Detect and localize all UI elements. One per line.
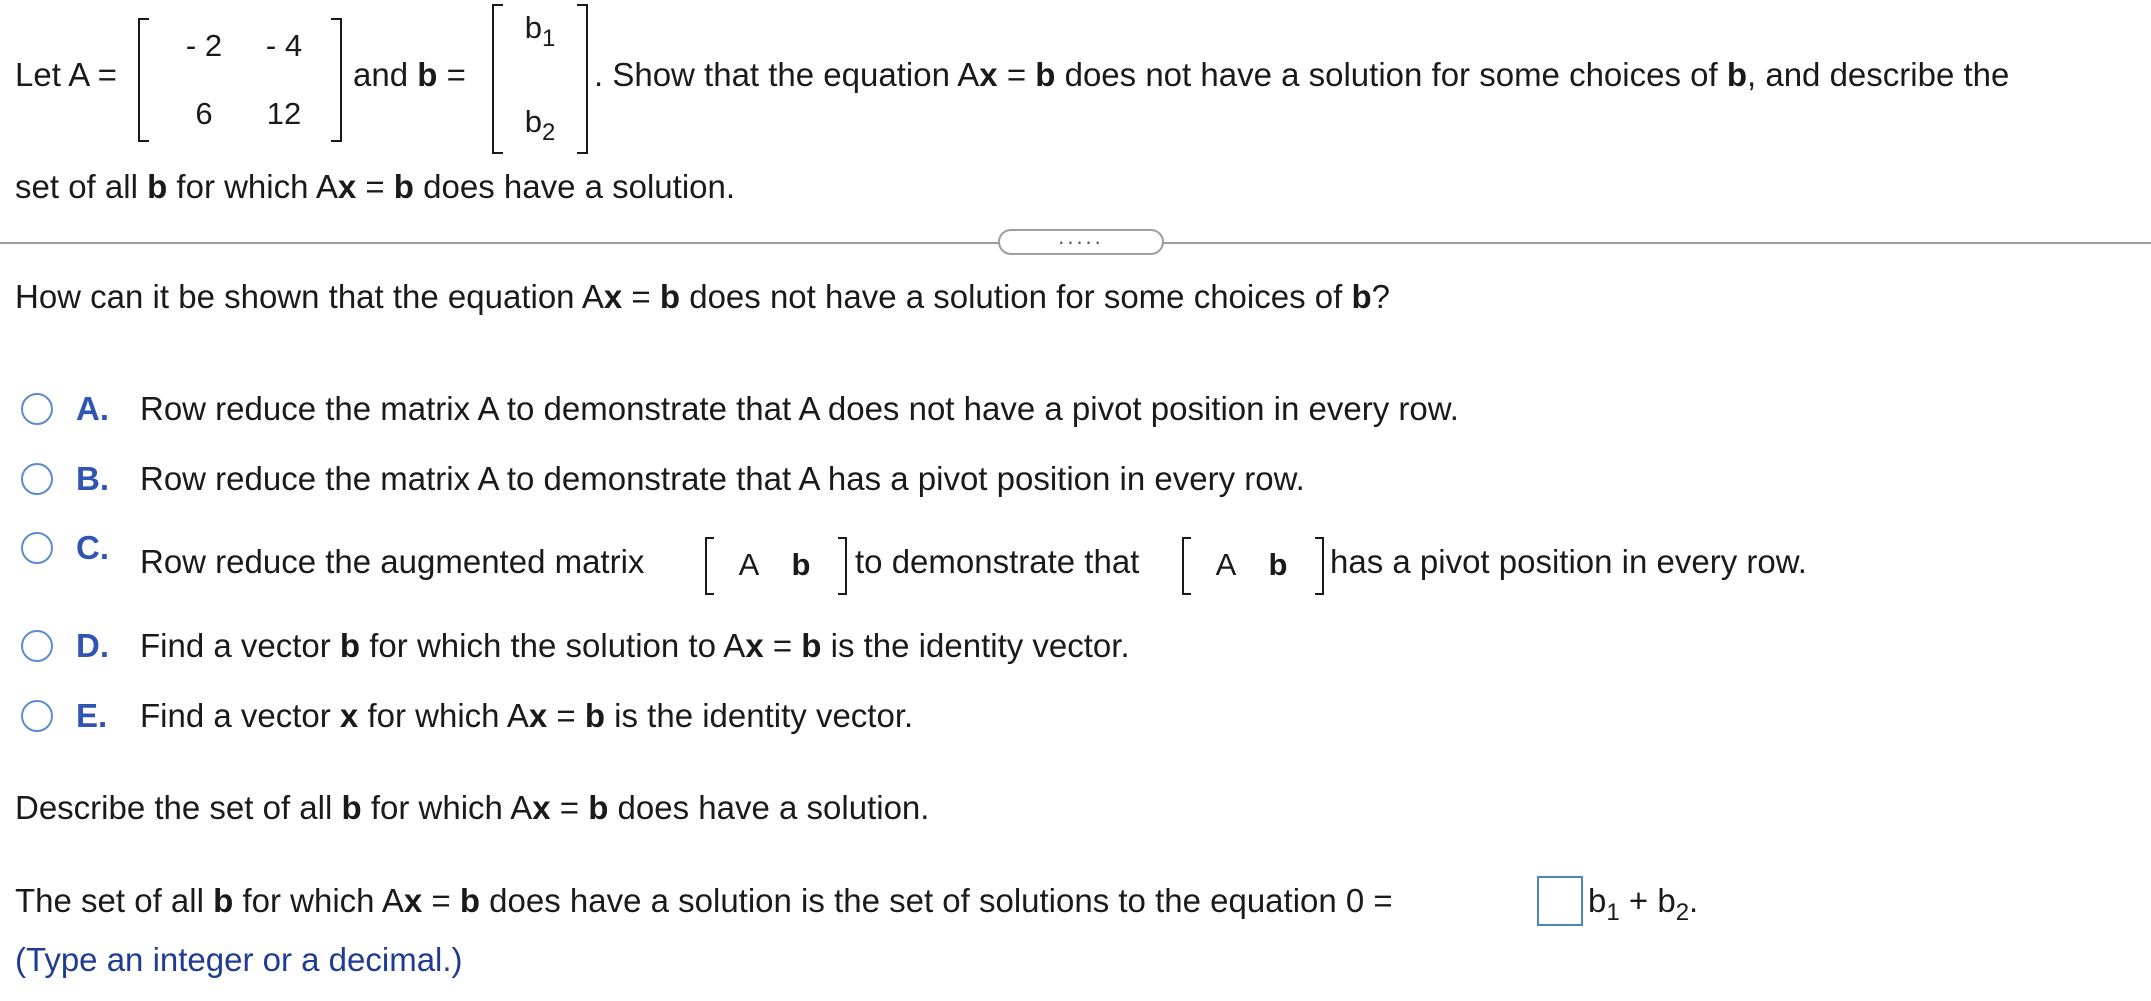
answer-text: The set of all b for which Ax = b does have a solution is the set of solutions to the equation 0 =	[15, 882, 1393, 919]
choice-d-text: Find a vector b for which the solution to Ax = b is the identity vector.	[140, 627, 1130, 664]
answer-equation-tail: $b_1 + b_2$.	[1588, 882, 1699, 926]
choice-c-text-a: Row reduce the augmented matrix	[140, 543, 645, 580]
problem-and-b-label: and b =	[353, 56, 466, 93]
choice-e-text: Find a vector x for which Ax = b is the identity vector.	[140, 697, 914, 734]
choice-d-radio[interactable]	[21, 630, 53, 662]
choice-c-letter: C.	[76, 529, 109, 566]
augmented-matrix-cell: b	[791, 547, 811, 582]
choice-b-letter: B.	[76, 460, 109, 497]
matrix-a-cell: 6	[195, 96, 213, 131]
augmented-matrix-right-bracket	[838, 537, 847, 595]
augmented-matrix-right-bracket	[1315, 537, 1324, 595]
augmented-matrix-cell: A	[738, 547, 760, 582]
choice-b-text: Row reduce the matrix A to demonstrate that A has a pivot position in every row.	[140, 460, 1305, 497]
vector-b-left-bracket	[492, 4, 503, 154]
expand-dots-button[interactable]: .....	[998, 229, 1164, 255]
problem-let-label: Let A =	[15, 56, 117, 93]
choice-b-radio[interactable]	[21, 463, 53, 495]
choice-e-letter: E.	[76, 697, 108, 734]
vector-b-right-bracket	[577, 4, 588, 154]
choice-e-radio[interactable]	[21, 700, 53, 732]
augmented-matrix-1	[705, 537, 847, 595]
augmented-matrix-left-bracket	[1182, 537, 1191, 595]
problem-line1-text: . Show that the equation Ax = b does not have a solution for some choices of b, and describe the	[594, 56, 2010, 93]
question-1-text: How can it be shown that the equation Ax = b does not have a solution for some choices of b?	[15, 278, 1390, 315]
matrix-a-cell: - 2	[185, 28, 223, 63]
choice-c-text-c: has a pivot position in every row.	[1330, 543, 1807, 580]
choice-c-text-b: to demonstrate that	[855, 543, 1140, 580]
augmented-matrix-left-bracket	[705, 537, 714, 595]
choice-a-text: Row reduce the matrix A to demonstrate that A does not have a pivot position in every row.	[140, 390, 1459, 427]
augmented-matrix-cell: A	[1215, 547, 1237, 582]
matrix-a	[138, 18, 342, 142]
augmented-matrix-2	[1182, 537, 1324, 595]
vector-b-entry: $b_2$	[524, 104, 556, 146]
choice-a-radio[interactable]	[21, 393, 53, 425]
choice-d-letter: D.	[76, 627, 109, 664]
vector-b-entry: $b_1$	[524, 10, 556, 52]
matrix-a-left-bracket	[138, 18, 149, 142]
matrix-a-cell: 12	[266, 96, 302, 131]
matrix-a-right-bracket	[331, 18, 342, 142]
answer-input[interactable]	[1537, 876, 1583, 926]
choice-c-radio[interactable]	[21, 532, 53, 564]
problem-line2-text: set of all b for which Ax = b does have a solution.	[15, 168, 736, 205]
matrix-a-cell: - 4	[265, 28, 303, 63]
choice-a-letter: A.	[76, 390, 109, 427]
answer-hint: (Type an integer or a decimal.)	[15, 941, 463, 978]
question-2-text: Describe the set of all b for which Ax = b does have a solution.	[15, 789, 930, 826]
vector-b	[492, 4, 588, 154]
augmented-matrix-cell: b	[1268, 547, 1288, 582]
